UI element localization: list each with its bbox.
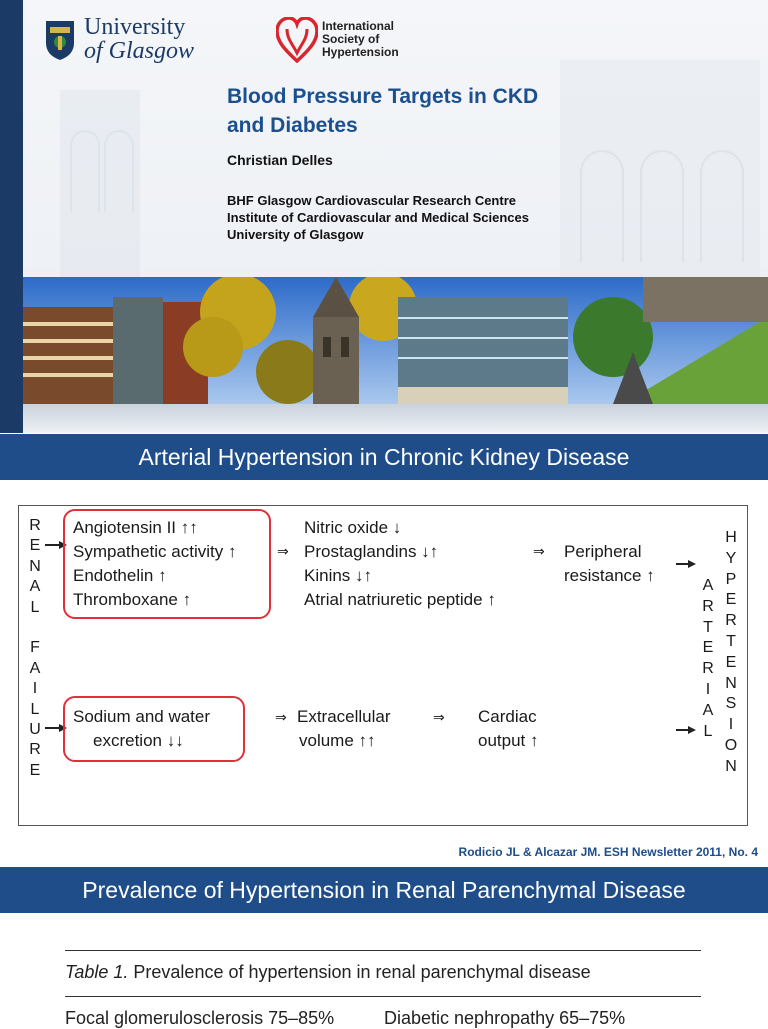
- hypertension-letter: R: [725, 612, 737, 630]
- hypertension-letter: Y: [725, 549, 737, 567]
- deck-title: [227, 82, 538, 140]
- photo-fade-strip: [23, 404, 768, 433]
- arterial-letter: A: [702, 577, 714, 594]
- hypertension-letter: S: [725, 695, 737, 713]
- renal-failure-vertical-label: [27, 516, 43, 781]
- affiliation-line1: BHF Glasgow Cardiovascular Research Centre: [227, 193, 516, 208]
- campus-photo-strip: [23, 277, 768, 404]
- table-row1-col1: Focal glomerulosclerosis 75–85%: [65, 1008, 335, 1028]
- implies-arrow-3: ⇒: [275, 709, 287, 725]
- renal-failure-letter: U: [29, 721, 41, 739]
- background-arch: [580, 150, 624, 262]
- affiliation-line2: Institute of Cardiovascular and Medical Sciences: [227, 210, 529, 225]
- right2-line2: output ↑: [478, 731, 539, 750]
- arterial-letter: T: [703, 618, 713, 636]
- implies-arrow-4: ⇒: [433, 709, 445, 725]
- right2-line1: Cardiac: [478, 707, 537, 726]
- arrow-output-to-hypertension: [676, 725, 696, 735]
- arterial-vertical-label: [700, 576, 716, 742]
- middle1-line1: Nitric oxide ↓: [304, 518, 402, 537]
- university-crest-icon: [44, 19, 76, 61]
- background-arch: [640, 150, 684, 262]
- implies-arrow-1: ⇒: [277, 543, 289, 559]
- right1-line2: resistance ↑: [564, 566, 655, 585]
- arterial-letter: A: [702, 701, 714, 719]
- university-logo-line1: University: [84, 14, 186, 40]
- table-caption: [65, 962, 591, 983]
- hypertension-letter: H: [725, 529, 737, 546]
- author-name: Christian Delles: [227, 152, 333, 168]
- hypertension-letter: I: [728, 716, 734, 734]
- hypertension-letter: N: [725, 674, 737, 692]
- middle1-line3: Kinins ↓↑: [304, 566, 373, 585]
- ish-logo-line1: International: [322, 19, 395, 33]
- citation: Rodicio JL & Alcazar JM. ESH Newsletter 2011, No. 4: [458, 845, 758, 859]
- hypertension-letter: N: [725, 757, 737, 775]
- renal-failure-letter: L: [30, 700, 40, 718]
- deck-title-line1: Blood Pressure Targets in CKD: [227, 85, 539, 108]
- university-logo-text: [84, 15, 194, 63]
- table-row1-col2: Diabetic nephropathy 65–75%: [384, 1008, 626, 1028]
- university-logo-line2: of Glasgow: [84, 38, 195, 64]
- middle1-line2: Prostaglandins ↓↑: [304, 542, 439, 561]
- table-caption-text: Prevalence of hypertension in renal parenchymal disease: [133, 962, 591, 982]
- renal-failure-letter: L: [30, 598, 40, 616]
- implies-arrow-2: ⇒: [533, 543, 545, 559]
- renal-failure-letter: E: [29, 537, 41, 555]
- ish-logo-line3: Hypertension: [322, 45, 399, 59]
- background-arch: [70, 130, 100, 212]
- box1-line4: Thromboxane ↑: [73, 590, 192, 609]
- right1-line1: Peripheral: [564, 542, 642, 561]
- slide-left-bar: [0, 0, 23, 433]
- renal-failure-letter: N: [29, 557, 41, 575]
- renal-failure-letter: A: [29, 659, 41, 677]
- background-arch: [104, 130, 134, 212]
- deck-title-line2: and Diabetes: [227, 114, 358, 137]
- table-caption-label: Table 1.: [65, 962, 129, 982]
- renal-failure-letter: R: [29, 741, 41, 759]
- ish-heart-logo-icon: [276, 17, 318, 63]
- hypertension-letter: E: [725, 653, 737, 671]
- middle1-line4: Atrial natriuretic peptide ↑: [304, 590, 496, 609]
- box2-line2: excretion ↓↓: [93, 731, 184, 750]
- title-slide: [0, 0, 768, 433]
- renal-failure-letter: R: [29, 517, 41, 534]
- table-header-rule: [65, 996, 701, 997]
- slide2-header: Arterial Hypertension in Chronic Kidney Disease: [0, 434, 768, 480]
- affiliation-line3: University of Glasgow: [227, 227, 364, 242]
- arrow-resistance-to-hypertension: [676, 559, 696, 569]
- hypertension-letter: T: [726, 632, 736, 650]
- arterial-letter: R: [702, 597, 714, 615]
- hypertension-letter: O: [724, 736, 738, 754]
- box2-line1: Sodium and water: [73, 707, 211, 726]
- pathophysiology-diagram: [18, 505, 748, 826]
- ish-logo-text: [322, 20, 399, 59]
- box1-line3: Endothelin ↑: [73, 566, 167, 585]
- box1-line2: Sympathetic activity ↑: [73, 542, 237, 561]
- affiliation: [227, 192, 529, 243]
- middle2-line1: Extracellular: [297, 707, 391, 726]
- table-top-rule: [65, 950, 701, 951]
- box1-line1: Angiotensin II ↑↑: [73, 518, 198, 537]
- background-arch: [700, 150, 744, 262]
- hypertension-vertical-label: [723, 528, 739, 778]
- renal-failure-letter: E: [29, 761, 41, 779]
- arterial-letter: L: [703, 722, 713, 740]
- renal-failure-letter: I: [32, 680, 38, 698]
- renal-failure-letter: F: [30, 639, 40, 657]
- middle2-line2: volume ↑↑: [299, 731, 376, 750]
- arterial-letter: E: [702, 639, 714, 657]
- renal-failure-letter: [27, 618, 43, 638]
- arterial-letter: R: [702, 660, 714, 678]
- hypertension-letter: E: [725, 591, 737, 609]
- arterial-letter: I: [705, 680, 711, 698]
- slide3-header: Prevalence of Hypertension in Renal Parenchymal Disease: [0, 867, 768, 913]
- ish-logo-line2: Society of: [322, 32, 380, 46]
- renal-failure-letter: A: [29, 578, 41, 596]
- hypertension-letter: P: [725, 570, 737, 588]
